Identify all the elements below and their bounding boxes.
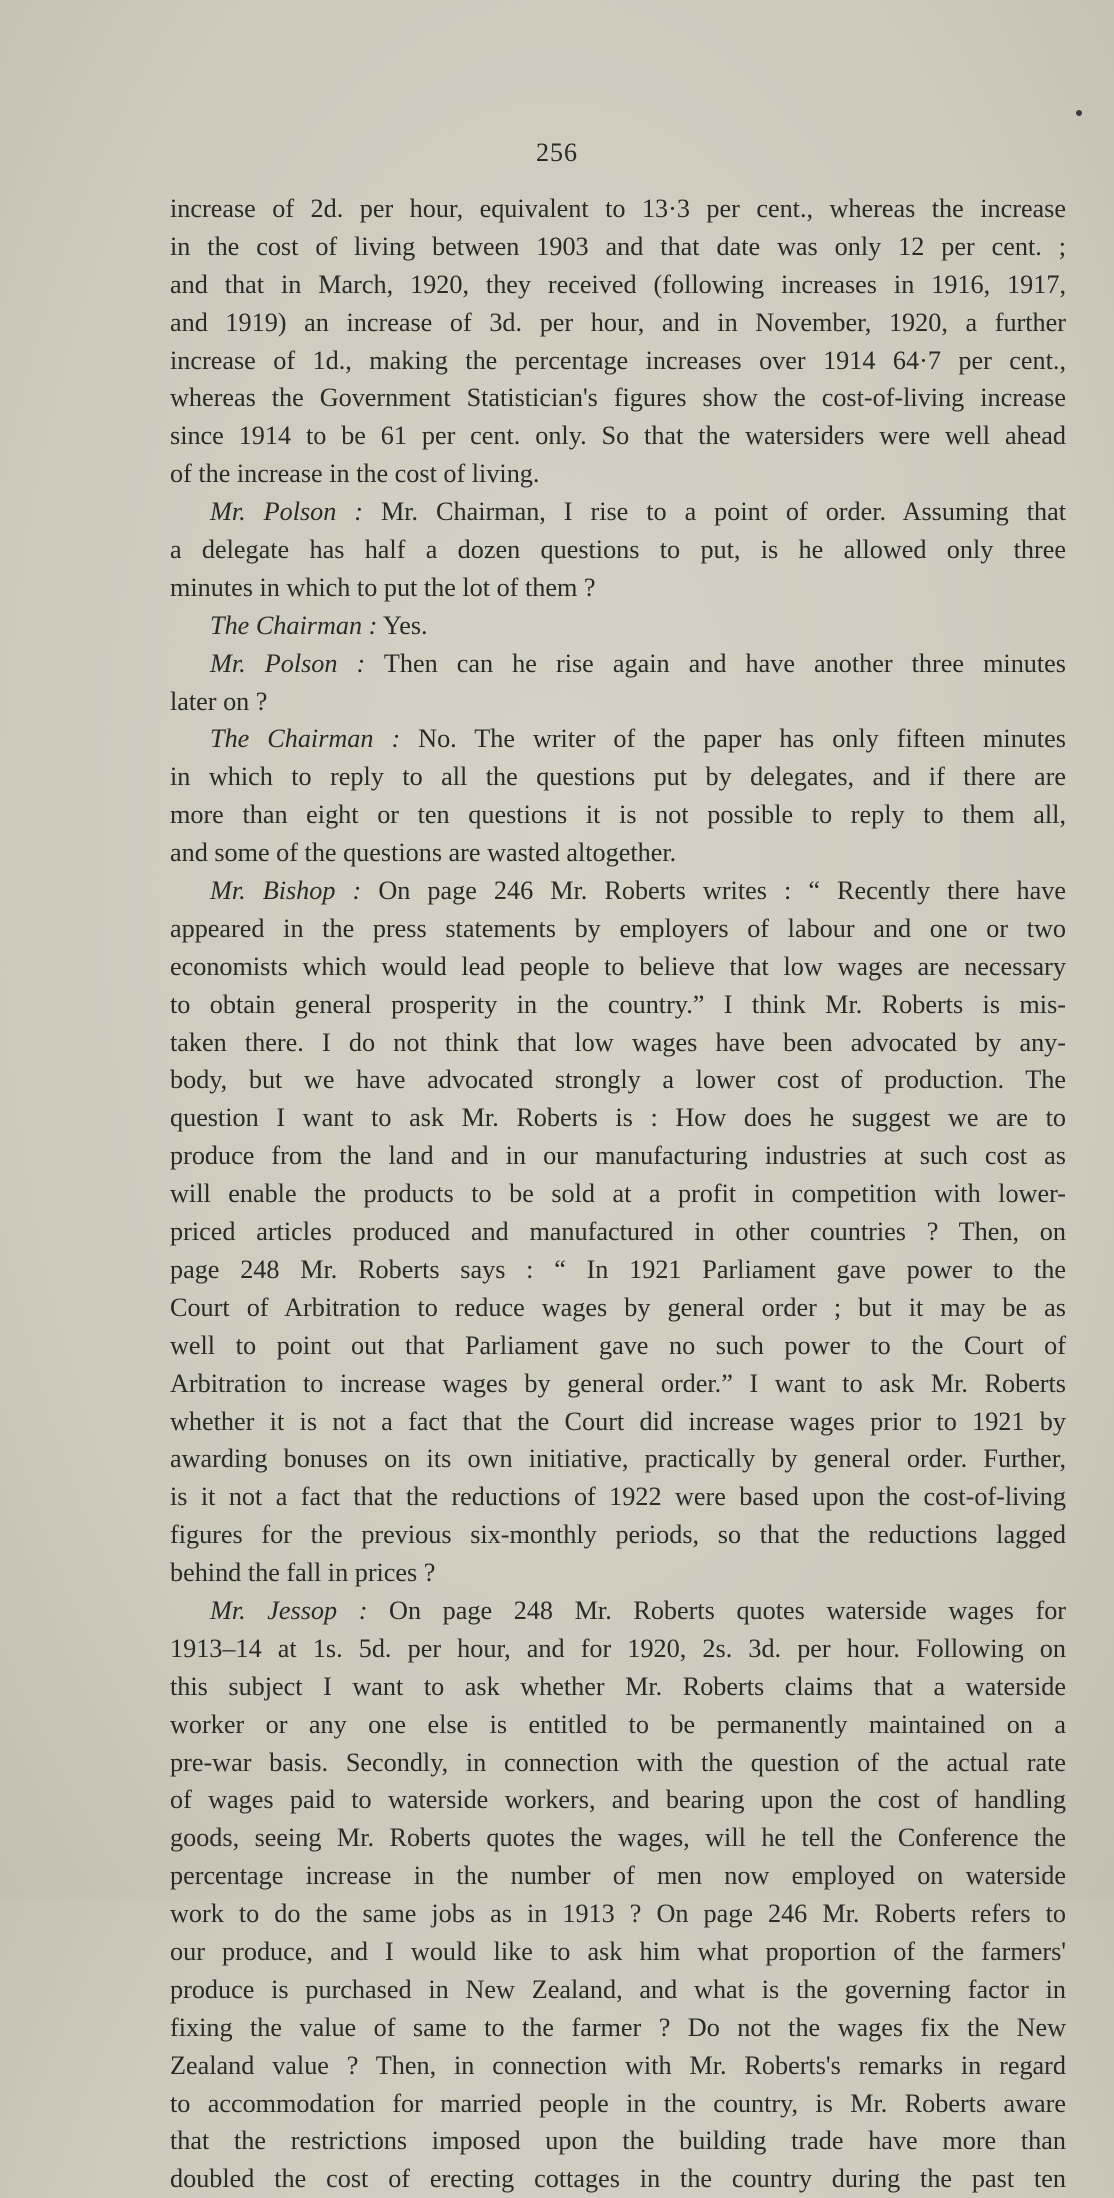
line-text: awarding bonuses on its own initiative, practically by general order. Further, (170, 1444, 1066, 1474)
text-line (170, 1744, 1066, 1782)
text-line (170, 1592, 1066, 1630)
text-line (170, 1516, 1066, 1554)
text-line (170, 986, 1066, 1024)
line-text: priced articles produced and manufactured in other countries ? Then, on (170, 1217, 1066, 1247)
line-text: in which to reply to all the questions put by delegates, and if there are (170, 762, 1066, 792)
line-text: that the restrictions imposed upon the building trade have more than (170, 2126, 1066, 2156)
text-line (170, 1933, 1066, 1971)
text-line (170, 1819, 1066, 1857)
text-line (170, 1781, 1066, 1819)
body-text (170, 190, 1066, 2198)
text-line (170, 493, 1066, 531)
text-line (170, 1478, 1066, 1516)
line-text: percentage increase in the number of men now employed on waterside (170, 1861, 1066, 1891)
line-text: Arbitration to increase wages by general order.” I want to ask Mr. Roberts (170, 1368, 1066, 1398)
line-text: and that in March, 1920, they received (following increases in 1916, 1917, (170, 269, 1066, 299)
text-line (170, 1706, 1066, 1744)
line-text: produce from the land and in our manufacturing industries at such cost as (170, 1141, 1066, 1171)
line-text: doubled the cost of erecting cottages in the country during the past ten (170, 2164, 1066, 2194)
text-line (170, 796, 1066, 834)
line-text: a delegate has half a dozen questions to put, is he allowed only three (170, 535, 1066, 565)
text-line (170, 455, 1066, 493)
text-line (170, 645, 1066, 683)
line-text: behind the fall in prices ? (170, 1558, 436, 1588)
text-line (170, 417, 1066, 455)
text-line (170, 1403, 1066, 1441)
line-text: page 248 Mr. Roberts says : “ In 1921 Parliament gave power to the (170, 1254, 1066, 1284)
speaker-name: The Chairman : (210, 724, 401, 754)
line-text: goods, seeing Mr. Roberts quotes the wages, will he tell the Conference the (170, 1823, 1066, 1853)
line-text: our produce, and I would like to ask him what proportion of the farmers' (170, 1936, 1066, 1966)
line-text: increase of 2d. per hour, equivalent to 13·3 per cent., whereas the increase (170, 194, 1066, 223)
line-text: minutes in which to put the lot of them ? (170, 572, 596, 602)
line-text: more than eight or ten questions it is not possible to reply to them all, (170, 800, 1066, 830)
speaker-name: Mr. Polson : (210, 497, 364, 527)
speaker-name: Mr. Polson : (210, 648, 366, 678)
text-line (170, 948, 1066, 986)
line-text: increase of 1d., making the percentage increases over 1914 64·7 per cent., (170, 345, 1066, 375)
line-text: Then can he rise again and have another three minutes (365, 648, 1066, 678)
text-line (170, 758, 1066, 796)
text-line (170, 683, 1066, 721)
line-text: and some of the questions are wasted altogether. (170, 838, 677, 868)
line-text: is it not a fact that the reductions of 1922 were based upon the cost-of-living (170, 1482, 1066, 1512)
text-line (170, 1440, 1066, 1478)
line-text: this subject I want to ask whether Mr. Roberts claims that a waterside (170, 1671, 1066, 1701)
text-line (170, 379, 1066, 417)
line-text: body, but we have advocated strongly a lower cost of production. The (170, 1065, 1066, 1095)
line-text: later on ? (170, 686, 268, 716)
text-line (170, 1630, 1066, 1668)
line-text: No. The writer of the paper has only fifteen minutes (400, 724, 1066, 754)
line-text: of wages paid to waterside workers, and bearing upon the cost of handling (170, 1785, 1066, 1815)
text-line (170, 2047, 1066, 2085)
ink-speck (1076, 110, 1082, 116)
text-line (170, 607, 1066, 645)
line-text: figures for the previous six-monthly periods, so that the reductions lagged (170, 1520, 1066, 1550)
text-line (170, 1289, 1066, 1327)
line-text: On page 248 Mr. Roberts quotes waterside wages for (367, 1595, 1067, 1625)
line-text: since 1914 to be 61 per cent. only. So that the watersiders were well ahead (170, 421, 1066, 451)
page-number: 256 (536, 138, 578, 167)
line-text: economists which would lead people to believe that low wages are necessary (170, 951, 1066, 981)
text-line (170, 1213, 1066, 1251)
text-line (170, 228, 1066, 266)
line-text: to accommodation for married people in the country, is Mr. Roberts aware (170, 2088, 1066, 2118)
text-line (170, 1895, 1066, 1933)
text-line (170, 2085, 1066, 2123)
text-line (170, 1554, 1066, 1592)
speaker-name: Mr. Bishop : (210, 876, 362, 906)
line-text: in the cost of living between 1903 and that date was only 12 per cent. ; (170, 231, 1066, 261)
text-line (170, 190, 1066, 228)
text-line (170, 834, 1066, 872)
line-text: whereas the Government Statistician's figures show the cost-of-living increase (170, 383, 1066, 413)
text-line (170, 569, 1066, 607)
line-text: pre-war basis. Secondly, in connection with the question of the actual rate (170, 1747, 1066, 1777)
text-line (170, 266, 1066, 304)
line-text: On page 246 Mr. Roberts writes : “ Recently there have (361, 876, 1066, 906)
text-line (170, 1857, 1066, 1895)
text-line (170, 910, 1066, 948)
line-text: question I want to ask Mr. Roberts is : How does he suggest we are to (170, 1103, 1066, 1133)
line-text: and 1919) an increase of 3d. per hour, and in November, 1920, a further (170, 307, 1066, 337)
line-text: 1913–14 at 1s. 5d. per hour, and for 1920, 2s. 3d. per hour. Following on (170, 1633, 1066, 1663)
line-text: Mr. Chairman, I rise to a point of order. Assuming that (363, 497, 1066, 527)
speaker-name: Mr. Jessop : (210, 1595, 368, 1625)
text-line (170, 1061, 1066, 1099)
line-text: Court of Arbitration to reduce wages by general order ; but it may be as (170, 1292, 1066, 1322)
speaker-name: The Chairman : (210, 610, 378, 640)
text-line (170, 720, 1066, 758)
text-line (170, 304, 1066, 342)
text-line (170, 2122, 1066, 2160)
text-line (170, 1971, 1066, 2009)
line-text: appeared in the press statements by employers of labour and one or two (170, 913, 1066, 943)
text-line (170, 531, 1066, 569)
text-line (170, 1137, 1066, 1175)
text-line (170, 1024, 1066, 1062)
text-line (170, 2160, 1066, 2198)
text-line (170, 1365, 1066, 1403)
line-text: well to point out that Parliament gave no such power to the Court of (170, 1330, 1066, 1360)
line-text: Yes. (377, 610, 428, 640)
text-line (170, 1175, 1066, 1213)
text-line (170, 1099, 1066, 1137)
text-line (170, 1668, 1066, 1706)
line-text: of the increase in the cost of living. (170, 459, 540, 489)
line-text: whether it is not a fact that the Court did increase wages prior to 1921 by (170, 1406, 1066, 1436)
text-line (170, 342, 1066, 380)
line-text: fixing the value of same to the farmer ? Do not the wages fix the New (170, 2012, 1066, 2042)
line-text: worker or any one else is entitled to be permanently maintained on a (170, 1709, 1066, 1739)
line-text: taken there. I do not think that low wages have been advocated by any- (170, 1027, 1066, 1057)
line-text: produce is purchased in New Zealand, and what is the governing factor in (170, 1974, 1066, 2004)
text-line (170, 1251, 1066, 1289)
line-text: work to do the same jobs as in 1913 ? On page 246 Mr. Roberts refers to (170, 1899, 1066, 1929)
text-line (170, 872, 1066, 910)
line-text: Zealand value ? Then, in connection with Mr. Roberts's remarks in regard (170, 2050, 1066, 2080)
text-line (170, 2009, 1066, 2047)
line-text: to obtain general prosperity in the country.” I think Mr. Roberts is mis- (170, 989, 1066, 1019)
line-text: will enable the products to be sold at a profit in competition with lower- (170, 1179, 1066, 1209)
text-line (170, 1327, 1066, 1365)
